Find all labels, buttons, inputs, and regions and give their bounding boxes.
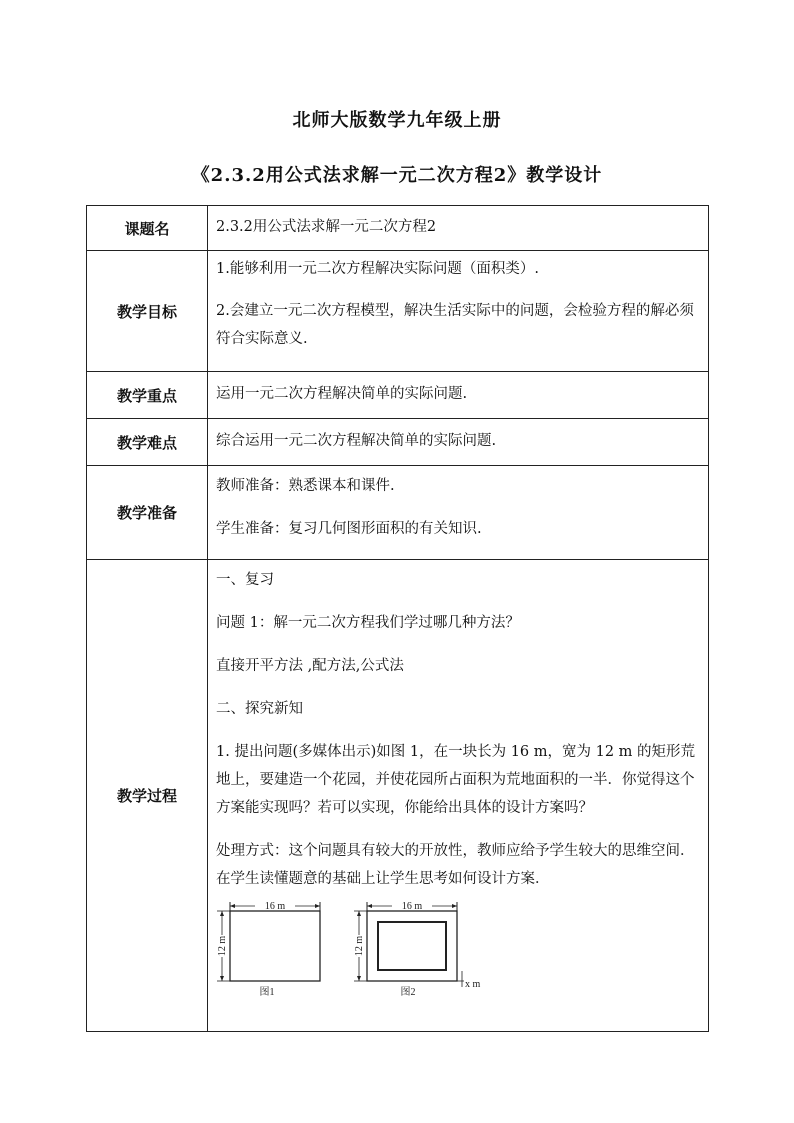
figures-area [208,893,708,1008]
preparation-label: 教学准备 [87,466,208,560]
row-key-points [87,372,709,419]
teacher-preparation: 教师准备：熟悉课本和课件. [216,478,395,494]
fig1-caption: 图1 [259,987,275,998]
document-title: 北师大版数学九年级上册 [292,110,502,131]
objective-1: 1.能够利用一元二次方程解决实际问题（面积类）. [216,261,539,277]
difficulties-label: 教学难点 [87,419,208,466]
topic-text: 2.3.2用公式法求解一元二次方程2 [216,219,437,235]
fig1-width-label: 16 m [264,901,286,912]
process-label: 教学过程 [87,560,208,1032]
review-heading: 一、复习 [216,572,274,588]
rectangle-figures [212,895,512,1007]
fig2-border-label: x m [465,979,481,990]
figure-2 [354,901,481,998]
row-objectives [87,251,709,372]
figure-1 [217,901,320,998]
fig2-height-label: 12 m [354,935,365,957]
row-preparation [87,466,709,560]
objectives-label: 教学目标 [87,251,208,372]
fig1-height-label: 12 m [217,935,228,957]
key-points-text: 运用一元二次方程解决简单的实际问题. [216,386,468,402]
student-preparation: 学生准备：复习几何图形面积的有关知识. [216,521,482,537]
fig2-caption: 图2 [400,987,416,998]
problem-text: 1. 提出问题(多媒体出示)如图 1，在一块长为 16 m，宽为 12 m 的矩形荒地上，要建造一个花园，并使花园所占面积为荒地面积的一半．你觉得这个方案能实现吗？若可以实现，你能给出具体的设计方案吗？ [216,744,696,816]
lesson-plan-table [86,205,709,1032]
methods-text: 直接开平方法 ,配方法,公式法 [216,658,404,674]
difficulties-text: 综合运用一元二次方程解决简单的实际问题. [216,433,497,449]
row-topic [87,206,709,251]
fig2-width-label: 16 m [401,901,423,912]
question-1: 问题 1：解一元二次方程我们学过哪几种方法？ [216,615,520,631]
row-process [87,560,709,1032]
explore-heading: 二、探究新知 [216,701,303,717]
document-subtitle: 《2.3.2用公式法求解一元二次方程2》教学设计 [191,165,603,186]
key-points-label: 教学重点 [87,372,208,419]
objective-2: 2.会建立一元二次方程模型，解决生活实际中的问题，会检验方程的解必须符合实际意义. [216,303,694,347]
method-text: 处理方式：这个问题具有较大的开放性，教师应给予学生较大的思维空间．在学生读懂题意的基础上让学生思考如何设计方案． [216,843,695,887]
row-difficulties [87,419,709,466]
topic-label: 课题名 [87,206,208,251]
